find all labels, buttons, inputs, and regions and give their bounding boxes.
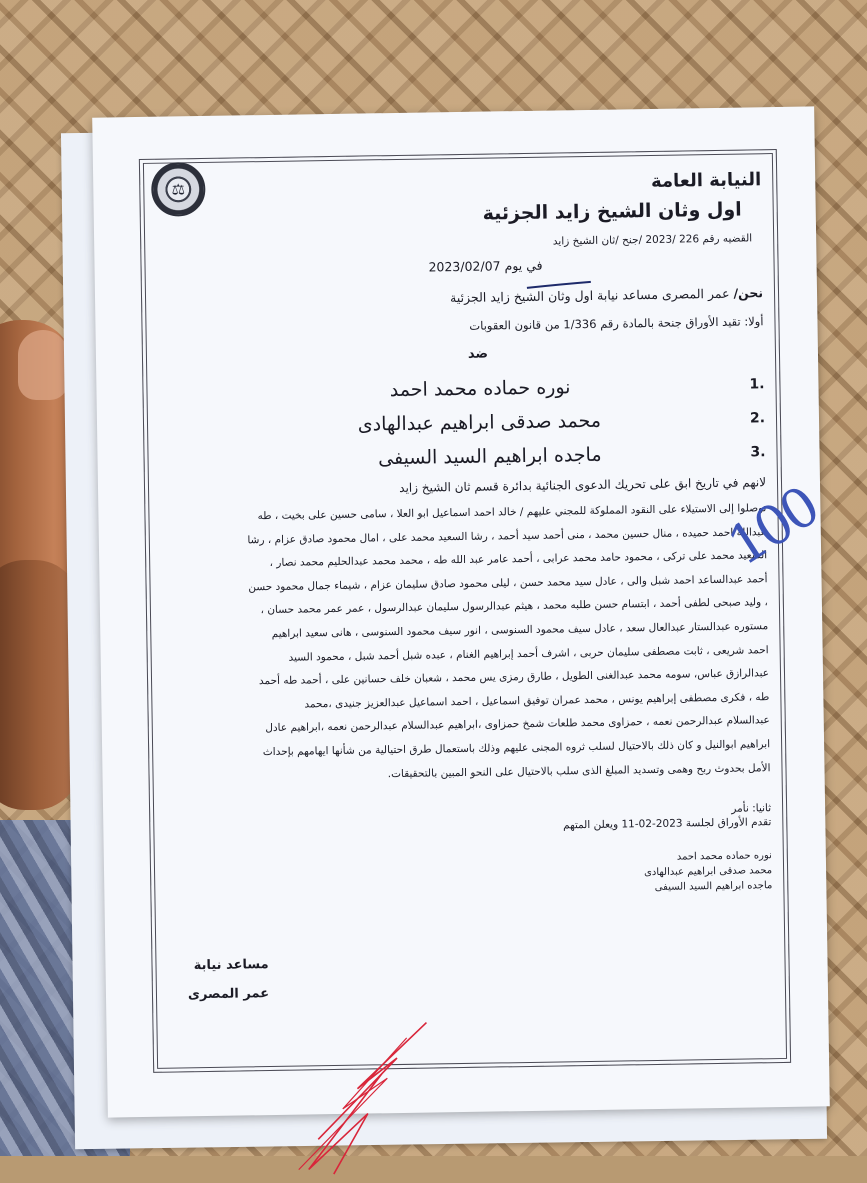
office-title: اول وثان الشيخ زايد الجزئية bbox=[482, 198, 742, 225]
charge-line: عبدالله احمد حميده ، منال حسين محمد ، منى أحمد سيد أحمد ، رشا السعيد محمد على ، امال محمود صادق عزام ، رشا bbox=[247, 525, 767, 546]
signature-name: عمر المصرى bbox=[187, 986, 270, 1003]
accused-name: ماجده ابراهيم السيد السيفى bbox=[377, 443, 602, 470]
charge-intro: لانهم في تاريخ ابق على تحريك الدعوى الجنائية بدائرة قسم ثان الشيخ زايد bbox=[399, 475, 767, 495]
prosecution-seal-icon: ⚖ bbox=[151, 162, 206, 217]
charge-line: مستوره عبدالستار عبدالعال سعد ، عادل سيف محمود السنوسى ، انور سيف محمود السنوسى ، هانى سعيد ابراهيم bbox=[271, 620, 769, 640]
charge-line: السعيد محمد على تركى ، محمود حامد محمد عرابى ، أحمد عامر عبد الله طه ، محمد محمد عبدالحليم محمد نصار ، bbox=[269, 549, 768, 570]
signature-block bbox=[187, 957, 269, 1016]
case-number: القضيه رقم 226 /2023 /جنح /ثان الشيخ زايد bbox=[552, 232, 753, 248]
charge-line: عبدالسلام عبدالرحمن نعمه ، حمزاوى محمد طلعات شمخ حمزاوى ،ابراهيم عبدالسلام عبدالرحمن نعمه ،ابراهيم عادل bbox=[265, 714, 770, 735]
second-item: ثانيا: نأمر bbox=[731, 802, 772, 815]
notified-name: محمد صدقى ابراهيم عبدالهادى bbox=[643, 865, 773, 879]
accused-name: محمد صدقى ابراهيم عبدالهادى bbox=[357, 409, 602, 436]
charge-line: عبدالرازق عباس، سومه محمد عبدالغنى الطويل ، طارق رمزى يس محمد ، شعبان خلف حسانين على ، أحمد طه أحمد bbox=[258, 667, 770, 688]
present-line: تقدم الأوراق لجلسة 2023-02-11 ويعلن المتهم bbox=[562, 816, 772, 832]
notified-names bbox=[160, 848, 773, 903]
accused-number: .2 bbox=[749, 410, 766, 427]
charge-line: ابراهيم ابوالنيل و كان ذلك بالاحتيال لسلب ثروه المجنى عليهم وذلك باستعمال طرق احتيالية من شأنها ايهامهم بإحداث bbox=[262, 738, 771, 759]
charge-line: احمد شريعى ، ثابت مصطفى سليمان حربى ، اشرف أحمد إبراهيم الغنام ، عبده شبل أحمد شبل ، محمود السيد bbox=[288, 643, 769, 664]
document-content bbox=[149, 165, 772, 903]
notified-name: نوره حماده محمد احمد bbox=[676, 850, 772, 863]
accused-list bbox=[152, 373, 765, 473]
accused-number: .1 bbox=[749, 376, 765, 393]
notified-name: ماجده ابراهيم السيد السيفى bbox=[654, 880, 773, 894]
accused-name: نوره حماده محمد احمد bbox=[389, 376, 571, 402]
charge-body bbox=[154, 497, 770, 790]
charge-line: توصلوا إلى الاستيلاء على النقود المملوكة للمجني عليهم / خالد احمد اسماعيل ابو العلا ، سامى حسين على بخيت ، طه bbox=[257, 502, 767, 523]
document-date: في يوم 2023/02/07 bbox=[428, 257, 543, 275]
first-item: أولا: تقيد الأوراق جنحة بالمادة رقم 1/336 من قانون العقوبات bbox=[469, 314, 764, 333]
charge-line: ، وليد صبحى لطفى أحمد ، ابتسام حسن طلبه محمد ، هيثم عبدالرسول سليمان عبدالرسول ، عمر عمر محمد حسان ، bbox=[260, 596, 768, 617]
against-label: ضد bbox=[467, 346, 489, 362]
signature-title: مساعد نيابة bbox=[193, 957, 269, 974]
authority-title: النيابة العامة bbox=[650, 169, 762, 192]
charge-line: الأمل بحدوث ربح وهمى وتسديد المبلغ الذى سلب بالاحتيال على النحو المبين بالتحقيقات. bbox=[387, 761, 771, 780]
accused-row bbox=[153, 441, 765, 473]
charge-line: أحمد عبدالساعد احمد شبل والى ، عادل سيد محمد حسن ، ليلى محمود صادق سليمان عزام ، شيماء جمال محمود حسن bbox=[248, 572, 768, 594]
we-text: عمر المصرى مساعد نيابة اول وثان الشيخ زايد الجزئية bbox=[449, 285, 730, 306]
accused-row bbox=[153, 407, 765, 439]
red-signature-scribble bbox=[286, 1017, 438, 1179]
accused-number: .3 bbox=[750, 444, 766, 461]
handwritten-number: 100 bbox=[716, 475, 828, 578]
we-label: نحن/ bbox=[733, 285, 764, 301]
document-sheet bbox=[92, 106, 830, 1117]
charge-line: طه ، فكرى مصطفى إبراهيم يونس ، محمد عمران توفيق اسماعيل ، احمد اسماعيل عبدالعزيز جنيدى ،محمد bbox=[304, 690, 770, 711]
accused-row bbox=[152, 373, 764, 405]
thumbnail bbox=[18, 330, 68, 400]
we-line bbox=[151, 285, 763, 310]
